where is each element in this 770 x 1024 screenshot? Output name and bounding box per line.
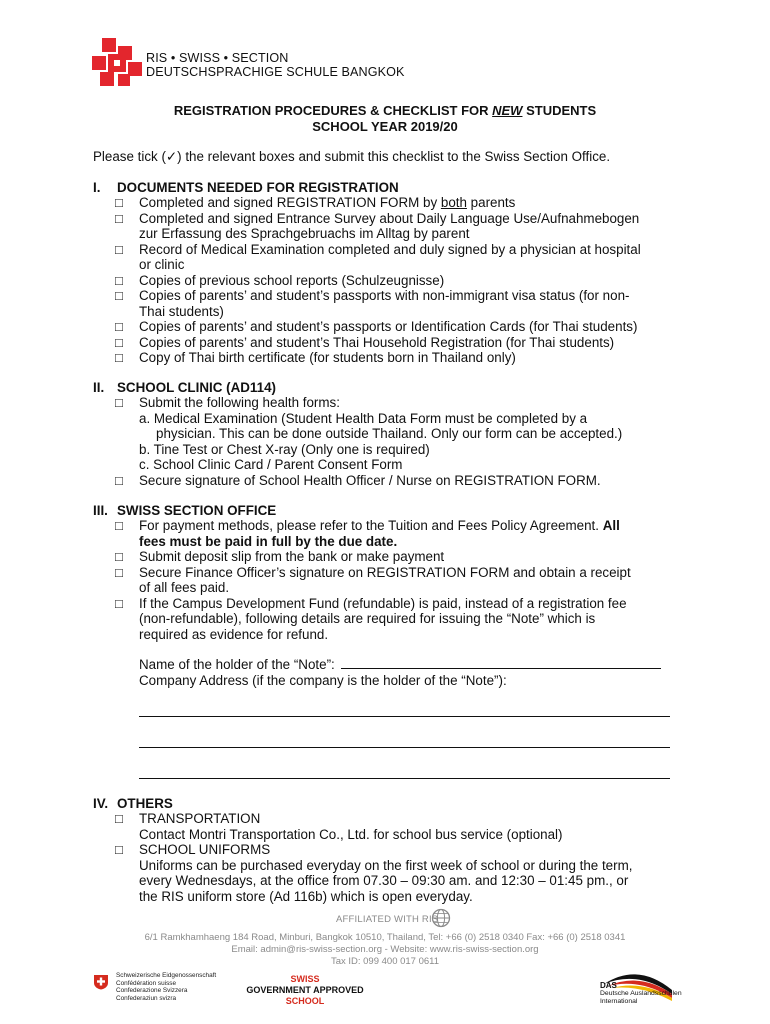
checkbox[interactable]: □ bbox=[115, 395, 123, 410]
item-text: Copies of parents’ and student’s Thai Household Registration (for Thai students) bbox=[139, 334, 615, 350]
confed-line: Confederaziun svizra bbox=[116, 994, 177, 1002]
item-text: Contact Montri Transportation Co., Ltd. for school bus service (optional) bbox=[139, 826, 563, 842]
section-office-heading bbox=[93, 503, 276, 519]
sub-item bbox=[115, 457, 685, 473]
checklist-item[interactable] bbox=[115, 211, 685, 242]
item-text: b. Tine Test or Chest X-ray (Only one is required) bbox=[139, 441, 430, 457]
page-subtitle: SCHOOL YEAR 2019/20 bbox=[312, 119, 458, 134]
checkbox[interactable]: □ bbox=[115, 472, 123, 488]
note-holder-blank[interactable] bbox=[341, 668, 661, 669]
item-text: Submit the following health forms: bbox=[139, 395, 340, 410]
checklist-item[interactable] bbox=[115, 242, 685, 273]
item-text: Copies of parents’ and student’s passports or Identification Cards (for Thai students) bbox=[139, 319, 638, 334]
checklist-item[interactable] bbox=[115, 518, 685, 549]
item-text: parents bbox=[466, 195, 516, 210]
item-text: For payment methods, please refer to the Tuition and Fees Policy Agreement. bbox=[139, 518, 603, 533]
confed-line: Schweizerische Eidgenossenschaft bbox=[116, 972, 217, 979]
confed-line: Confédération suisse bbox=[116, 979, 177, 987]
confed-line: Confederazione Svizzera bbox=[116, 987, 188, 995]
item-text: Copies of parents’ and student’s passports with non-immigrant visa status (for non- bbox=[139, 288, 630, 303]
checkbox[interactable]: □ bbox=[115, 811, 123, 826]
company-address-line[interactable] bbox=[139, 716, 670, 717]
section-title: SWISS SECTION OFFICE bbox=[117, 503, 277, 518]
section-number: IV. bbox=[93, 796, 109, 811]
item-text: Secure signature of School Health Officer / Nurse on REGISTRATION FORM. bbox=[139, 472, 601, 488]
checklist-item[interactable] bbox=[115, 842, 685, 904]
item-text-bold: fees must be paid in full by the due date. bbox=[139, 533, 398, 549]
item-text: Secure Finance Officer’s signature on REGISTRATION FORM and obtain a receipt bbox=[139, 564, 631, 580]
note-holder-field[interactable] bbox=[139, 657, 661, 673]
footer-contact: Email: admin@ris-swiss-section.org - Website: www.ris-swiss-section.org bbox=[231, 944, 539, 955]
section-title: SCHOOL CLINIC (AD114) bbox=[117, 380, 276, 395]
item-text: Completed and signed REGISTRATION FORM by bbox=[139, 195, 441, 210]
item-text: Submit deposit slip from the bank or make payment bbox=[139, 549, 445, 564]
intro-text: Please tick (✓) the relevant boxes and submit this checklist to the Swiss Section Office. bbox=[93, 149, 611, 164]
checklist-item[interactable] bbox=[115, 596, 685, 643]
sgas-line: GOVERNMENT APPROVED bbox=[246, 985, 364, 995]
checkbox[interactable]: □ bbox=[115, 334, 123, 350]
item-text: zur Erfassung des Sprachgebruachs im Alltag by parent bbox=[139, 226, 470, 241]
footer-address: 6/1 Ramkhamhaeng 184 Road, Minburi, Bangkok 10510, Thailand, Tel: +66 (0) 2518 0340 Fax: +66 (0) 2518 0341 bbox=[144, 932, 626, 943]
checklist-item[interactable] bbox=[115, 350, 685, 366]
school-brand bbox=[146, 51, 405, 79]
item-text: Uniforms can be purchased everyday on the first week of school or during the term, bbox=[139, 857, 633, 873]
item-text: Copies of previous school reports (Schulzeugnisse) bbox=[139, 272, 445, 288]
checkbox[interactable]: □ bbox=[115, 195, 123, 210]
item-text-bold: All bbox=[602, 518, 620, 533]
das-abbr: DAS bbox=[600, 981, 617, 990]
ris-cross-logo-icon bbox=[92, 38, 144, 88]
brand-line-1: RIS • SWISS • SECTION bbox=[146, 51, 289, 65]
checklist-item[interactable] bbox=[115, 811, 685, 842]
brand-line-2: DEUTSCHSPRACHIGE SCHULE BANGKOK bbox=[146, 65, 405, 79]
item-text: the RIS uniform store (Ad 116b) which is open everyday. bbox=[139, 888, 473, 904]
section-clinic-heading bbox=[93, 380, 276, 396]
checklist-item[interactable] bbox=[115, 335, 685, 351]
swiss-confederation-text bbox=[116, 972, 216, 1002]
checkbox[interactable]: □ bbox=[115, 595, 123, 611]
das-line: Deutsche Auslandsschulen bbox=[600, 990, 682, 998]
swiss-government-approved-school-logo bbox=[240, 974, 370, 1007]
item-text: Record of Medical Examination completed and duly signed by a physician at hospital bbox=[139, 241, 641, 257]
documents-checklist bbox=[115, 195, 685, 366]
footer-tax-id: Tax ID: 099 400 017 0611 bbox=[330, 956, 440, 967]
field-label: Name of the holder of the “Note”: bbox=[139, 657, 335, 672]
section-number: III. bbox=[93, 503, 108, 518]
checkbox[interactable]: □ bbox=[115, 210, 123, 226]
office-checklist bbox=[115, 518, 685, 642]
checkbox[interactable]: □ bbox=[115, 564, 123, 580]
item-text: SCHOOL UNIFORMS bbox=[139, 842, 271, 857]
section-documents-heading bbox=[93, 180, 399, 196]
checklist-item[interactable] bbox=[115, 288, 685, 319]
item-text: Completed and signed Entrance Survey about Daily Language Use/Aufnahmebogen bbox=[139, 210, 640, 226]
company-address-label: Company Address (if the company is the holder of the “Note”): bbox=[139, 673, 507, 688]
checkbox[interactable]: □ bbox=[115, 319, 123, 334]
sub-item bbox=[115, 411, 685, 442]
checkbox[interactable]: □ bbox=[115, 350, 123, 365]
checklist-item[interactable] bbox=[115, 549, 685, 565]
das-text bbox=[600, 982, 682, 1005]
title-text-pre: REGISTRATION PROCEDURES & CHECKLIST FOR bbox=[173, 103, 493, 118]
item-text: physician. This can be done outside Thailand. Only our form can be accepted.) bbox=[156, 426, 623, 441]
company-address-line[interactable] bbox=[139, 778, 670, 779]
checklist-item[interactable] bbox=[115, 395, 685, 411]
item-text: If the Campus Development Fund (refundable) is paid, instead of a registration fee bbox=[139, 595, 627, 611]
section-number: I. bbox=[93, 180, 101, 195]
checklist-item[interactable] bbox=[115, 473, 685, 489]
title-emphasis: NEW bbox=[492, 103, 523, 118]
item-text: TRANSPORTATION bbox=[139, 811, 261, 826]
checkbox[interactable]: □ bbox=[115, 272, 123, 288]
checkbox[interactable]: □ bbox=[115, 241, 123, 257]
others-checklist bbox=[115, 811, 685, 904]
checklist-item[interactable] bbox=[115, 319, 685, 335]
item-text: or clinic bbox=[139, 257, 185, 272]
checkbox[interactable]: □ bbox=[115, 549, 123, 564]
item-text: required as evidence for refund. bbox=[139, 626, 329, 642]
swiss-flag-icon bbox=[93, 974, 109, 990]
affiliated-text: AFFILIATED WITH RIS bbox=[336, 914, 439, 925]
company-address-line[interactable] bbox=[139, 747, 670, 748]
title-text-post: STUDENTS bbox=[522, 103, 597, 118]
sgas-line: SCHOOL bbox=[285, 996, 325, 1006]
section-title: DOCUMENTS NEEDED FOR REGISTRATION bbox=[117, 180, 399, 195]
section-others-heading bbox=[93, 796, 173, 812]
clinic-checklist bbox=[115, 395, 685, 488]
item-text: c. School Clinic Card / Parent Consent Form bbox=[139, 457, 403, 472]
checkbox[interactable]: □ bbox=[115, 518, 123, 533]
checklist-item[interactable] bbox=[115, 273, 685, 289]
item-text: Copy of Thai birth certificate (for students born in Thailand only) bbox=[139, 350, 516, 365]
item-text-underline: both bbox=[440, 195, 467, 210]
das-line: International bbox=[600, 997, 638, 1005]
item-text: a. Medical Examination (Student Health Data Form must be completed by a bbox=[139, 410, 588, 426]
page-title bbox=[0, 103, 770, 119]
item-text: Thai students) bbox=[139, 303, 224, 319]
sgas-line: SWISS bbox=[290, 974, 320, 984]
checkbox[interactable]: □ bbox=[115, 842, 123, 857]
section-number: II. bbox=[93, 380, 105, 395]
globe-icon bbox=[431, 908, 451, 928]
checklist-item[interactable] bbox=[115, 565, 685, 596]
section-title: OTHERS bbox=[117, 796, 173, 811]
item-text: of all fees paid. bbox=[139, 580, 230, 595]
item-text: (non-refundable), following details are required for issuing the “Note” which is bbox=[139, 611, 596, 626]
checklist-item[interactable] bbox=[115, 195, 685, 211]
sub-item bbox=[115, 442, 685, 458]
item-text: every Wednesdays, at the office from 07.30 – 09:30 am. and 12:30 – 01:45 pm., or bbox=[139, 873, 629, 888]
checkbox[interactable]: □ bbox=[115, 288, 123, 303]
